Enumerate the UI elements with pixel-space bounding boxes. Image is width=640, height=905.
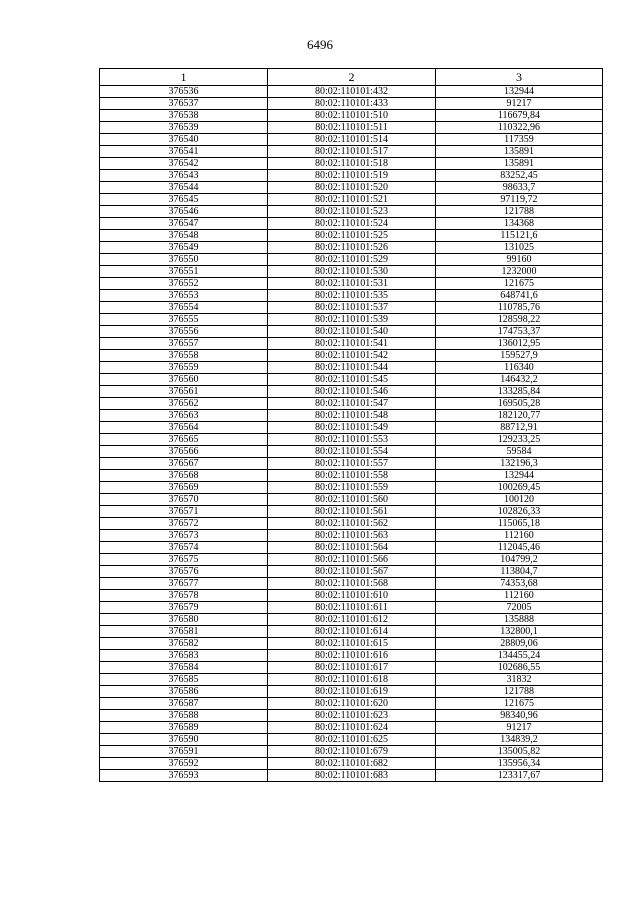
- value-cell: 99160: [436, 254, 603, 266]
- value-cell: 133285,84: [436, 386, 603, 398]
- cadastral-number-cell: 80:02:110101:625: [268, 734, 436, 746]
- row-number-cell: 376586: [100, 686, 268, 698]
- value-cell: 132196,3: [436, 458, 603, 470]
- cadastral-number-cell: 80:02:110101:624: [268, 722, 436, 734]
- value-cell: 97119,72: [436, 194, 603, 206]
- row-number-cell: 376578: [100, 590, 268, 602]
- row-number-cell: 376548: [100, 230, 268, 242]
- value-cell: 104799,2: [436, 554, 603, 566]
- cadastral-number-cell: 80:02:110101:544: [268, 362, 436, 374]
- value-cell: 112045,46: [436, 542, 603, 554]
- row-number-cell: 376572: [100, 518, 268, 530]
- row-number-cell: 376540: [100, 134, 268, 146]
- table-row: [100, 770, 603, 782]
- row-number-cell: 376549: [100, 242, 268, 254]
- cadastral-number-cell: 80:02:110101:614: [268, 626, 436, 638]
- value-cell: 100269,45: [436, 482, 603, 494]
- table-header: [100, 69, 603, 86]
- row-number-cell: 376556: [100, 326, 268, 338]
- cadastral-number-cell: 80:02:110101:610: [268, 590, 436, 602]
- table-row: [100, 650, 603, 662]
- cadastral-number-cell: 80:02:110101:548: [268, 410, 436, 422]
- value-cell: 102826,33: [436, 506, 603, 518]
- table-row: [100, 518, 603, 530]
- cadastral-number-cell: 80:02:110101:611: [268, 602, 436, 614]
- value-cell: 159527,9: [436, 350, 603, 362]
- table-row: [100, 614, 603, 626]
- table-row: [100, 182, 603, 194]
- value-cell: 98633,7: [436, 182, 603, 194]
- table-row: [100, 662, 603, 674]
- row-number-cell: 376565: [100, 434, 268, 446]
- value-cell: 83252,45: [436, 170, 603, 182]
- value-cell: 131025: [436, 242, 603, 254]
- table-row: [100, 602, 603, 614]
- value-cell: 134455,24: [436, 650, 603, 662]
- value-cell: 135956,34: [436, 758, 603, 770]
- value-cell: 112160: [436, 530, 603, 542]
- table-row: [100, 206, 603, 218]
- row-number-cell: 376583: [100, 650, 268, 662]
- cadastral-number-cell: 80:02:110101:530: [268, 266, 436, 278]
- value-cell: 115121,6: [436, 230, 603, 242]
- value-cell: 110322,96: [436, 122, 603, 134]
- table-row: [100, 542, 603, 554]
- value-cell: 135888: [436, 614, 603, 626]
- value-cell: 102686,55: [436, 662, 603, 674]
- table-row: [100, 494, 603, 506]
- value-cell: 100120: [436, 494, 603, 506]
- cadastral-number-cell: 80:02:110101:682: [268, 758, 436, 770]
- row-number-cell: 376577: [100, 578, 268, 590]
- value-cell: 135891: [436, 146, 603, 158]
- value-cell: 31832: [436, 674, 603, 686]
- table-row: [100, 686, 603, 698]
- row-number-cell: 376581: [100, 626, 268, 638]
- row-number-cell: 376592: [100, 758, 268, 770]
- table-row: [100, 410, 603, 422]
- cadastral-number-cell: 80:02:110101:563: [268, 530, 436, 542]
- table-row: [100, 638, 603, 650]
- table-body: [100, 86, 603, 782]
- cadastral-number-cell: 80:02:110101:620: [268, 698, 436, 710]
- cadastral-number-cell: 80:02:110101:529: [268, 254, 436, 266]
- value-cell: 91217: [436, 98, 603, 110]
- table-row: [100, 374, 603, 386]
- row-number-cell: 376564: [100, 422, 268, 434]
- value-cell: 123317,67: [436, 770, 603, 782]
- column-header-2: 2: [268, 69, 436, 86]
- table-row: [100, 266, 603, 278]
- row-number-cell: 376585: [100, 674, 268, 686]
- cadastral-number-cell: 80:02:110101:683: [268, 770, 436, 782]
- value-cell: 648741,6: [436, 290, 603, 302]
- cadastral-number-cell: 80:02:110101:619: [268, 686, 436, 698]
- table-row: [100, 530, 603, 542]
- table-row: [100, 590, 603, 602]
- table-row: [100, 398, 603, 410]
- cadastral-number-cell: 80:02:110101:525: [268, 230, 436, 242]
- table-row: [100, 758, 603, 770]
- cadastral-number-cell: 80:02:110101:511: [268, 122, 436, 134]
- cadastral-number-cell: 80:02:110101:510: [268, 110, 436, 122]
- row-number-cell: 376552: [100, 278, 268, 290]
- row-number-cell: 376573: [100, 530, 268, 542]
- table-row: [100, 710, 603, 722]
- value-cell: 136012,95: [436, 338, 603, 350]
- cadastral-number-cell: 80:02:110101:521: [268, 194, 436, 206]
- value-cell: 115065,18: [436, 518, 603, 530]
- value-cell: 182120,77: [436, 410, 603, 422]
- value-cell: 174753,37: [436, 326, 603, 338]
- cadastral-number-cell: 80:02:110101:558: [268, 470, 436, 482]
- table-row: [100, 218, 603, 230]
- value-cell: 72005: [436, 602, 603, 614]
- table-row: [100, 122, 603, 134]
- value-cell: 91217: [436, 722, 603, 734]
- table-row: [100, 110, 603, 122]
- page-number: 6496: [307, 37, 333, 52]
- row-number-cell: 376542: [100, 158, 268, 170]
- cadastral-number-cell: 80:02:110101:616: [268, 650, 436, 662]
- column-header-1: 1: [100, 69, 268, 86]
- cadastral-number-cell: 80:02:110101:535: [268, 290, 436, 302]
- cadastral-number-cell: 80:02:110101:618: [268, 674, 436, 686]
- value-cell: 116340: [436, 362, 603, 374]
- cadastral-number-cell: 80:02:110101:561: [268, 506, 436, 518]
- value-cell: 59584: [436, 446, 603, 458]
- table-row: [100, 746, 603, 758]
- row-number-cell: 376551: [100, 266, 268, 278]
- cadastral-number-cell: 80:02:110101:539: [268, 314, 436, 326]
- table-row: [100, 314, 603, 326]
- table-row: [100, 194, 603, 206]
- row-number-cell: 376560: [100, 374, 268, 386]
- cadastral-number-cell: 80:02:110101:523: [268, 206, 436, 218]
- cadastral-number-cell: 80:02:110101:520: [268, 182, 436, 194]
- value-cell: 112160: [436, 590, 603, 602]
- row-number-cell: 376553: [100, 290, 268, 302]
- row-number-cell: 376575: [100, 554, 268, 566]
- row-number-cell: 376580: [100, 614, 268, 626]
- value-cell: 132944: [436, 86, 603, 98]
- row-number-cell: 376547: [100, 218, 268, 230]
- cadastral-number-cell: 80:02:110101:514: [268, 134, 436, 146]
- value-cell: 132944: [436, 470, 603, 482]
- row-number-cell: 376538: [100, 110, 268, 122]
- row-number-cell: 376574: [100, 542, 268, 554]
- row-number-cell: 376589: [100, 722, 268, 734]
- row-number-cell: 376546: [100, 206, 268, 218]
- cadastral-number-cell: 80:02:110101:541: [268, 338, 436, 350]
- row-number-cell: 376587: [100, 698, 268, 710]
- value-cell: 1232000: [436, 266, 603, 278]
- row-number-cell: 376562: [100, 398, 268, 410]
- table-row: [100, 86, 603, 98]
- row-number-cell: 376555: [100, 314, 268, 326]
- cadastral-number-cell: 80:02:110101:564: [268, 542, 436, 554]
- table-row: [100, 734, 603, 746]
- table-row: [100, 350, 603, 362]
- value-cell: 121788: [436, 686, 603, 698]
- cadastral-number-cell: 80:02:110101:547: [268, 398, 436, 410]
- data-table: [99, 68, 603, 782]
- table-row: [100, 470, 603, 482]
- table-row: [100, 98, 603, 110]
- row-number-cell: 376584: [100, 662, 268, 674]
- cadastral-number-cell: 80:02:110101:517: [268, 146, 436, 158]
- table-row: [100, 434, 603, 446]
- value-cell: 146432,2: [436, 374, 603, 386]
- row-number-cell: 376590: [100, 734, 268, 746]
- cadastral-number-cell: 80:02:110101:553: [268, 434, 436, 446]
- row-number-cell: 376537: [100, 98, 268, 110]
- table-row: [100, 506, 603, 518]
- cadastral-number-cell: 80:02:110101:545: [268, 374, 436, 386]
- column-header-3: 3: [436, 69, 603, 86]
- table-row: [100, 446, 603, 458]
- row-number-cell: 376543: [100, 170, 268, 182]
- table-row: [100, 338, 603, 350]
- table-row: [100, 578, 603, 590]
- cadastral-number-cell: 80:02:110101:612: [268, 614, 436, 626]
- value-cell: 88712,91: [436, 422, 603, 434]
- cadastral-number-cell: 80:02:110101:567: [268, 566, 436, 578]
- cadastral-number-cell: 80:02:110101:433: [268, 98, 436, 110]
- value-cell: 121675: [436, 698, 603, 710]
- value-cell: 110785,76: [436, 302, 603, 314]
- value-cell: 132800,1: [436, 626, 603, 638]
- row-number-cell: 376563: [100, 410, 268, 422]
- cadastral-number-cell: 80:02:110101:531: [268, 278, 436, 290]
- row-number-cell: 376579: [100, 602, 268, 614]
- table-row: [100, 458, 603, 470]
- value-cell: 98340,96: [436, 710, 603, 722]
- table-row: [100, 302, 603, 314]
- cadastral-number-cell: 80:02:110101:623: [268, 710, 436, 722]
- value-cell: 134368: [436, 218, 603, 230]
- value-cell: 135005,82: [436, 746, 603, 758]
- value-cell: 128598,22: [436, 314, 603, 326]
- table-row: [100, 674, 603, 686]
- cadastral-number-cell: 80:02:110101:546: [268, 386, 436, 398]
- value-cell: 169505,28: [436, 398, 603, 410]
- table-row: [100, 626, 603, 638]
- value-cell: 117359: [436, 134, 603, 146]
- cadastral-number-cell: 80:02:110101:526: [268, 242, 436, 254]
- cadastral-number-cell: 80:02:110101:524: [268, 218, 436, 230]
- table-row: [100, 278, 603, 290]
- value-cell: 121788: [436, 206, 603, 218]
- row-number-cell: 376539: [100, 122, 268, 134]
- cadastral-number-cell: 80:02:110101:432: [268, 86, 436, 98]
- cadastral-number-cell: 80:02:110101:568: [268, 578, 436, 590]
- table-row: [100, 554, 603, 566]
- row-number-cell: 376561: [100, 386, 268, 398]
- value-cell: 116679,84: [436, 110, 603, 122]
- row-number-cell: 376591: [100, 746, 268, 758]
- cadastral-number-cell: 80:02:110101:615: [268, 638, 436, 650]
- row-number-cell: 376559: [100, 362, 268, 374]
- row-number-cell: 376571: [100, 506, 268, 518]
- value-cell: 121675: [436, 278, 603, 290]
- table-row: [100, 482, 603, 494]
- table-row: [100, 170, 603, 182]
- row-number-cell: 376536: [100, 86, 268, 98]
- table-row: [100, 722, 603, 734]
- cadastral-number-cell: 80:02:110101:560: [268, 494, 436, 506]
- row-number-cell: 376567: [100, 458, 268, 470]
- table-row: [100, 326, 603, 338]
- table-row: [100, 242, 603, 254]
- row-number-cell: 376544: [100, 182, 268, 194]
- row-number-cell: 376558: [100, 350, 268, 362]
- cadastral-number-cell: 80:02:110101:554: [268, 446, 436, 458]
- cadastral-number-cell: 80:02:110101:557: [268, 458, 436, 470]
- cadastral-number-cell: 80:02:110101:549: [268, 422, 436, 434]
- table-row: [100, 158, 603, 170]
- row-number-cell: 376557: [100, 338, 268, 350]
- table-row: [100, 386, 603, 398]
- row-number-cell: 376545: [100, 194, 268, 206]
- row-number-cell: 376569: [100, 482, 268, 494]
- cadastral-number-cell: 80:02:110101:519: [268, 170, 436, 182]
- table-row: [100, 230, 603, 242]
- table-row: [100, 422, 603, 434]
- value-cell: 129233,25: [436, 434, 603, 446]
- header-row: [100, 69, 603, 86]
- cadastral-number-cell: 80:02:110101:562: [268, 518, 436, 530]
- cadastral-number-cell: 80:02:110101:537: [268, 302, 436, 314]
- row-number-cell: 376541: [100, 146, 268, 158]
- cadastral-number-cell: 80:02:110101:540: [268, 326, 436, 338]
- table-row: [100, 362, 603, 374]
- table-row: [100, 134, 603, 146]
- cadastral-number-cell: 80:02:110101:559: [268, 482, 436, 494]
- value-cell: 134839,2: [436, 734, 603, 746]
- row-number-cell: 376570: [100, 494, 268, 506]
- row-number-cell: 376568: [100, 470, 268, 482]
- row-number-cell: 376550: [100, 254, 268, 266]
- table-row: [100, 698, 603, 710]
- cadastral-number-cell: 80:02:110101:566: [268, 554, 436, 566]
- table-row: [100, 254, 603, 266]
- value-cell: 135891: [436, 158, 603, 170]
- cadastral-number-cell: 80:02:110101:617: [268, 662, 436, 674]
- row-number-cell: 376566: [100, 446, 268, 458]
- table-row: [100, 290, 603, 302]
- cadastral-number-cell: 80:02:110101:542: [268, 350, 436, 362]
- cadastral-number-cell: 80:02:110101:679: [268, 746, 436, 758]
- row-number-cell: 376554: [100, 302, 268, 314]
- value-cell: 74353,68: [436, 578, 603, 590]
- row-number-cell: 376582: [100, 638, 268, 650]
- row-number-cell: 376588: [100, 710, 268, 722]
- table-row: [100, 146, 603, 158]
- table-row: [100, 566, 603, 578]
- row-number-cell: 376593: [100, 770, 268, 782]
- value-cell: 28809,06: [436, 638, 603, 650]
- row-number-cell: 376576: [100, 566, 268, 578]
- value-cell: 113804,7: [436, 566, 603, 578]
- cadastral-number-cell: 80:02:110101:518: [268, 158, 436, 170]
